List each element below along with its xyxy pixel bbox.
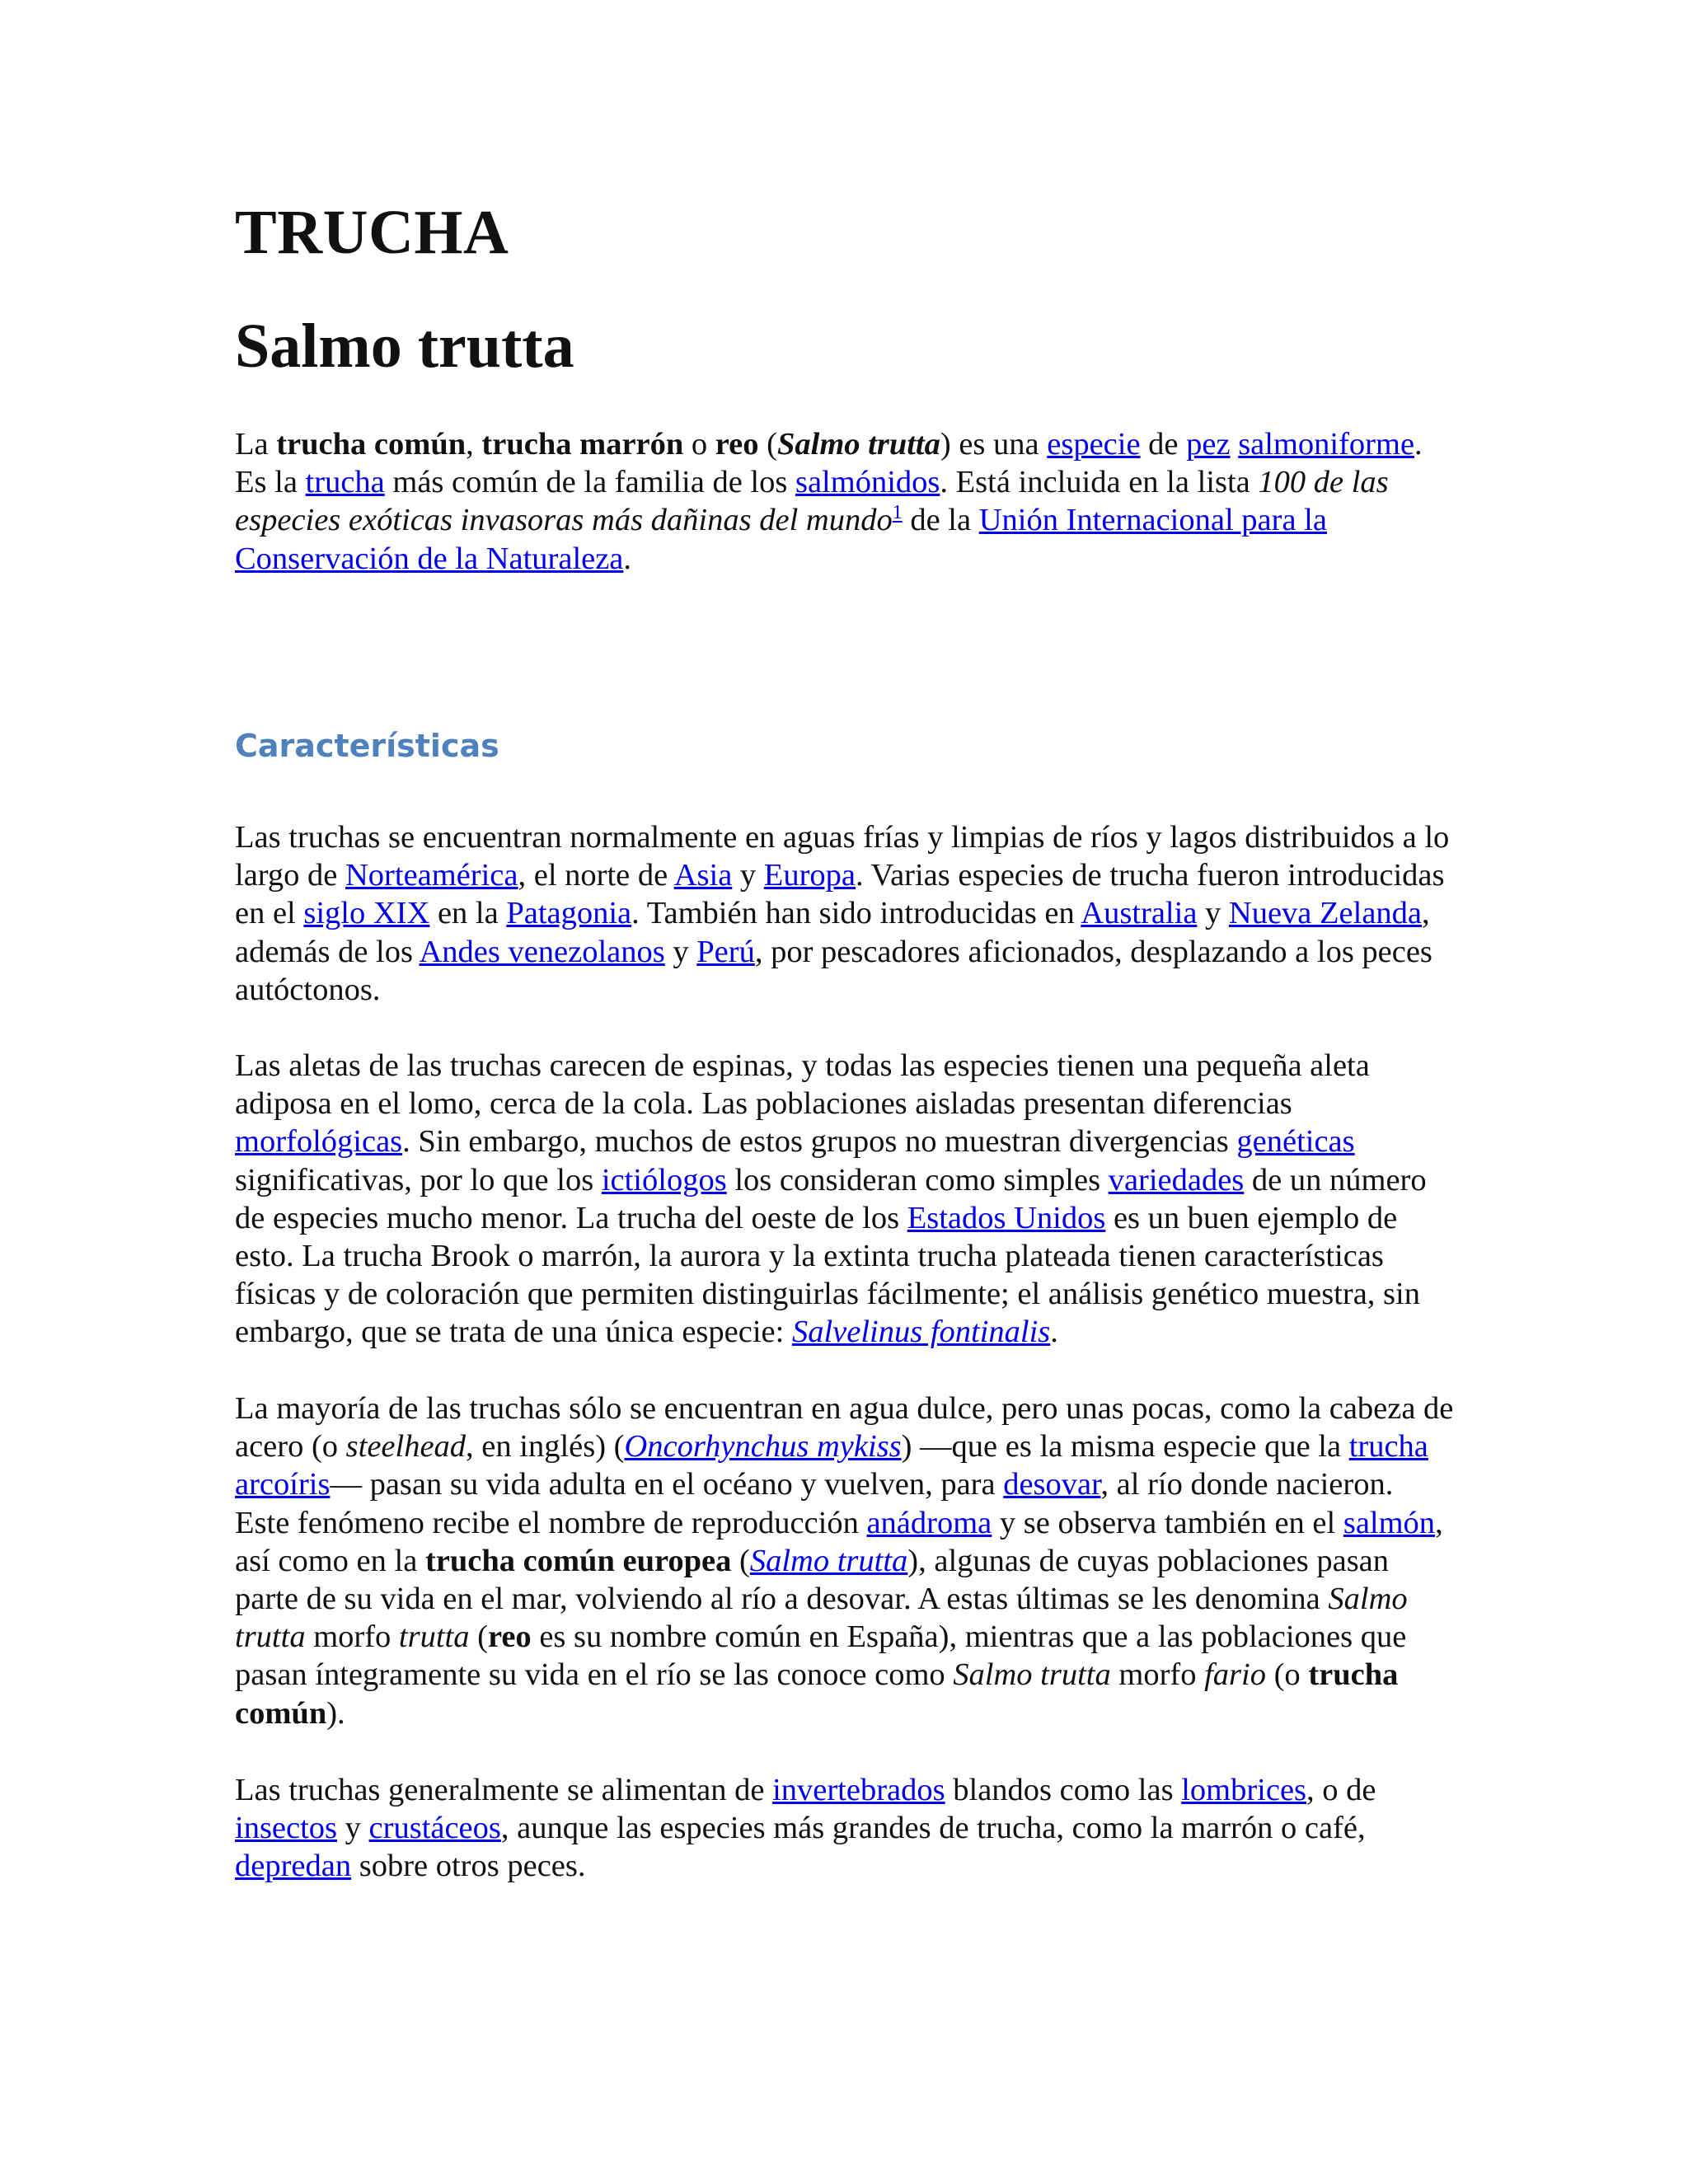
page-title: TRUCHA [235, 198, 509, 267]
paragraph-distribucion: Las truchas se encuentran normalmente en aguas frías y limpias de ríos y lagos distribuidos a lo largo de Norteamérica, el norte de Asia y Europa. Varias especies de trucha fueron introducidas en el siglo XIX en la Patagonia. También han sido introducidas en Australia y Nueva Zelanda, además de los Andes venezolanos y Perú, por pescadores aficionados, desplazando a los peces autóctonos. [235, 820, 1450, 1007]
link-invertebrados[interactable]: invertebrados [772, 1773, 945, 1807]
link-uicn[interactable]: Unión Internacional para la Conservación de la Naturaleza [235, 503, 1327, 576]
link-salmo-trutta[interactable]: Salmo trutta [749, 1543, 908, 1578]
link-europa[interactable]: Europa [763, 858, 856, 893]
link-estados-unidos[interactable]: Estados Unidos [907, 1200, 1106, 1235]
link-depredan[interactable]: depredan [235, 1849, 352, 1884]
link-andes-venezolanos[interactable]: Andes venezolanos [419, 934, 665, 969]
link-lombrices[interactable]: lombrices [1181, 1773, 1307, 1807]
link-peru[interactable]: Perú [696, 934, 755, 969]
link-anadroma[interactable]: anádroma [866, 1505, 992, 1540]
link-trucha-arcoiris[interactable]: trucha arcoíris [235, 1429, 1428, 1502]
link-morfologicas[interactable]: morfológicas [235, 1124, 403, 1160]
link-insectos[interactable]: insectos [235, 1811, 338, 1846]
link-salmoniforme[interactable]: salmoniforme [1238, 427, 1415, 462]
section-heading-caracteristicas: Características [235, 728, 499, 764]
link-nueva-zelanda[interactable]: Nueva Zelanda [1228, 896, 1422, 931]
link-especie[interactable]: especie [1047, 427, 1141, 462]
link-ictiologos[interactable]: ictiólogos [601, 1162, 727, 1197]
link-geneticas[interactable]: genéticas [1236, 1124, 1355, 1160]
link-variedades[interactable]: variedades [1108, 1162, 1245, 1197]
link-trucha[interactable]: trucha [305, 465, 385, 500]
link-asia[interactable]: Asia [673, 858, 733, 893]
intro-paragraph: La trucha común, trucha marrón o reo (Salmo trutta) es una especie de pez salmoniforme. Es la trucha más común de la familia de los salmónidos. Está incluida en la lista 100 de las especies exóticas invasoras más dañinas del mundo$^1$ de la Unión Internacional para la Conservación de la Naturaleza. [235, 427, 1423, 576]
link-salmonidos[interactable]: salmónidos [795, 465, 940, 500]
footnote-link[interactable]: 1 [892, 502, 903, 524]
bold-term: reo [715, 427, 759, 462]
link-desovar[interactable]: desovar [1003, 1467, 1101, 1502]
bold-term: trucha marrón [481, 427, 684, 462]
link-pez[interactable]: pez [1186, 427, 1231, 462]
link-patagonia[interactable]: Patagonia [506, 896, 632, 931]
link-oncorhynchus-mykiss[interactable]: Oncorhynchus mykiss [624, 1429, 902, 1465]
paragraph-anadroma: La mayoría de las truchas sólo se encuentran en agua dulce, pero unas pocas, como la cabeza de acero (o steelhead, en inglés) (Oncorhynchus mykiss) —que es la misma especie que la trucha arcoíris— pasan su vida adulta en el océano y vuelven, para desovar, al río donde nacieron. Este fenómeno recibe el nombre de reproducción anádroma y se observa también en el salmón, así como en la trucha común europea (Salmo trutta), algunas de cuyas poblaciones pasan parte de su vida en el mar, volviendo al río a desovar. A estas últimas se les denomina Salmo trutta morfo trutta (reo es su nombre común en España), mientras que a las poblaciones que pasan íntegramente su vida en el río se las conoce como Salmo trutta morfo fario (o trucha común). [235, 1391, 1454, 1731]
link-salvelinus-fontinalis[interactable]: Salvelinus fontinalis [791, 1315, 1051, 1350]
link-salmon[interactable]: salmón [1343, 1505, 1436, 1540]
list-title: 100 de las especies exóticas invasoras más dañinas del mundo [235, 465, 1389, 538]
paragraph-aletas: Las aletas de las truchas carecen de espinas, y todas las especies tienen una pequeña aleta adiposa en el lomo, cerca de la cola. Las poblaciones aisladas presentan diferencias morfológicas. Sin embargo, muchos de estos grupos no muestran divergencias genéticas significativas, por lo que los ictiólogos los consideran como simples variedades de un número de especies mucho menor. La trucha del oeste de los Estados Unidos es un buen ejemplo de esto. La trucha Brook o marrón, la aurora y la extinta trucha plateada tienen características físicas y de coloración que permiten distinguirlas fácilmente; el análisis genético muestra, sin embargo, que se trata de una única especie: Salvelinus fontinalis. [235, 1048, 1427, 1350]
link-australia[interactable]: Australia [1081, 896, 1198, 931]
scientific-name: Salmo trutta [776, 427, 940, 462]
link-siglo-xix[interactable]: siglo XIX [303, 896, 430, 931]
link-norteamerica[interactable]: Norteamérica [345, 858, 518, 893]
bold-term: trucha común [276, 427, 467, 462]
link-crustaceos[interactable]: crustáceos [368, 1811, 501, 1846]
paragraph-alimentacion: Las truchas generalmente se alimentan de invertebrados blandos como las lombrices, o de insectos y crustáceos, aunque las especies más grandes de trucha, como la marrón o café, depredan sobre otros peces. [235, 1773, 1376, 1884]
page-subtitle: Salmo trutta [235, 312, 574, 381]
